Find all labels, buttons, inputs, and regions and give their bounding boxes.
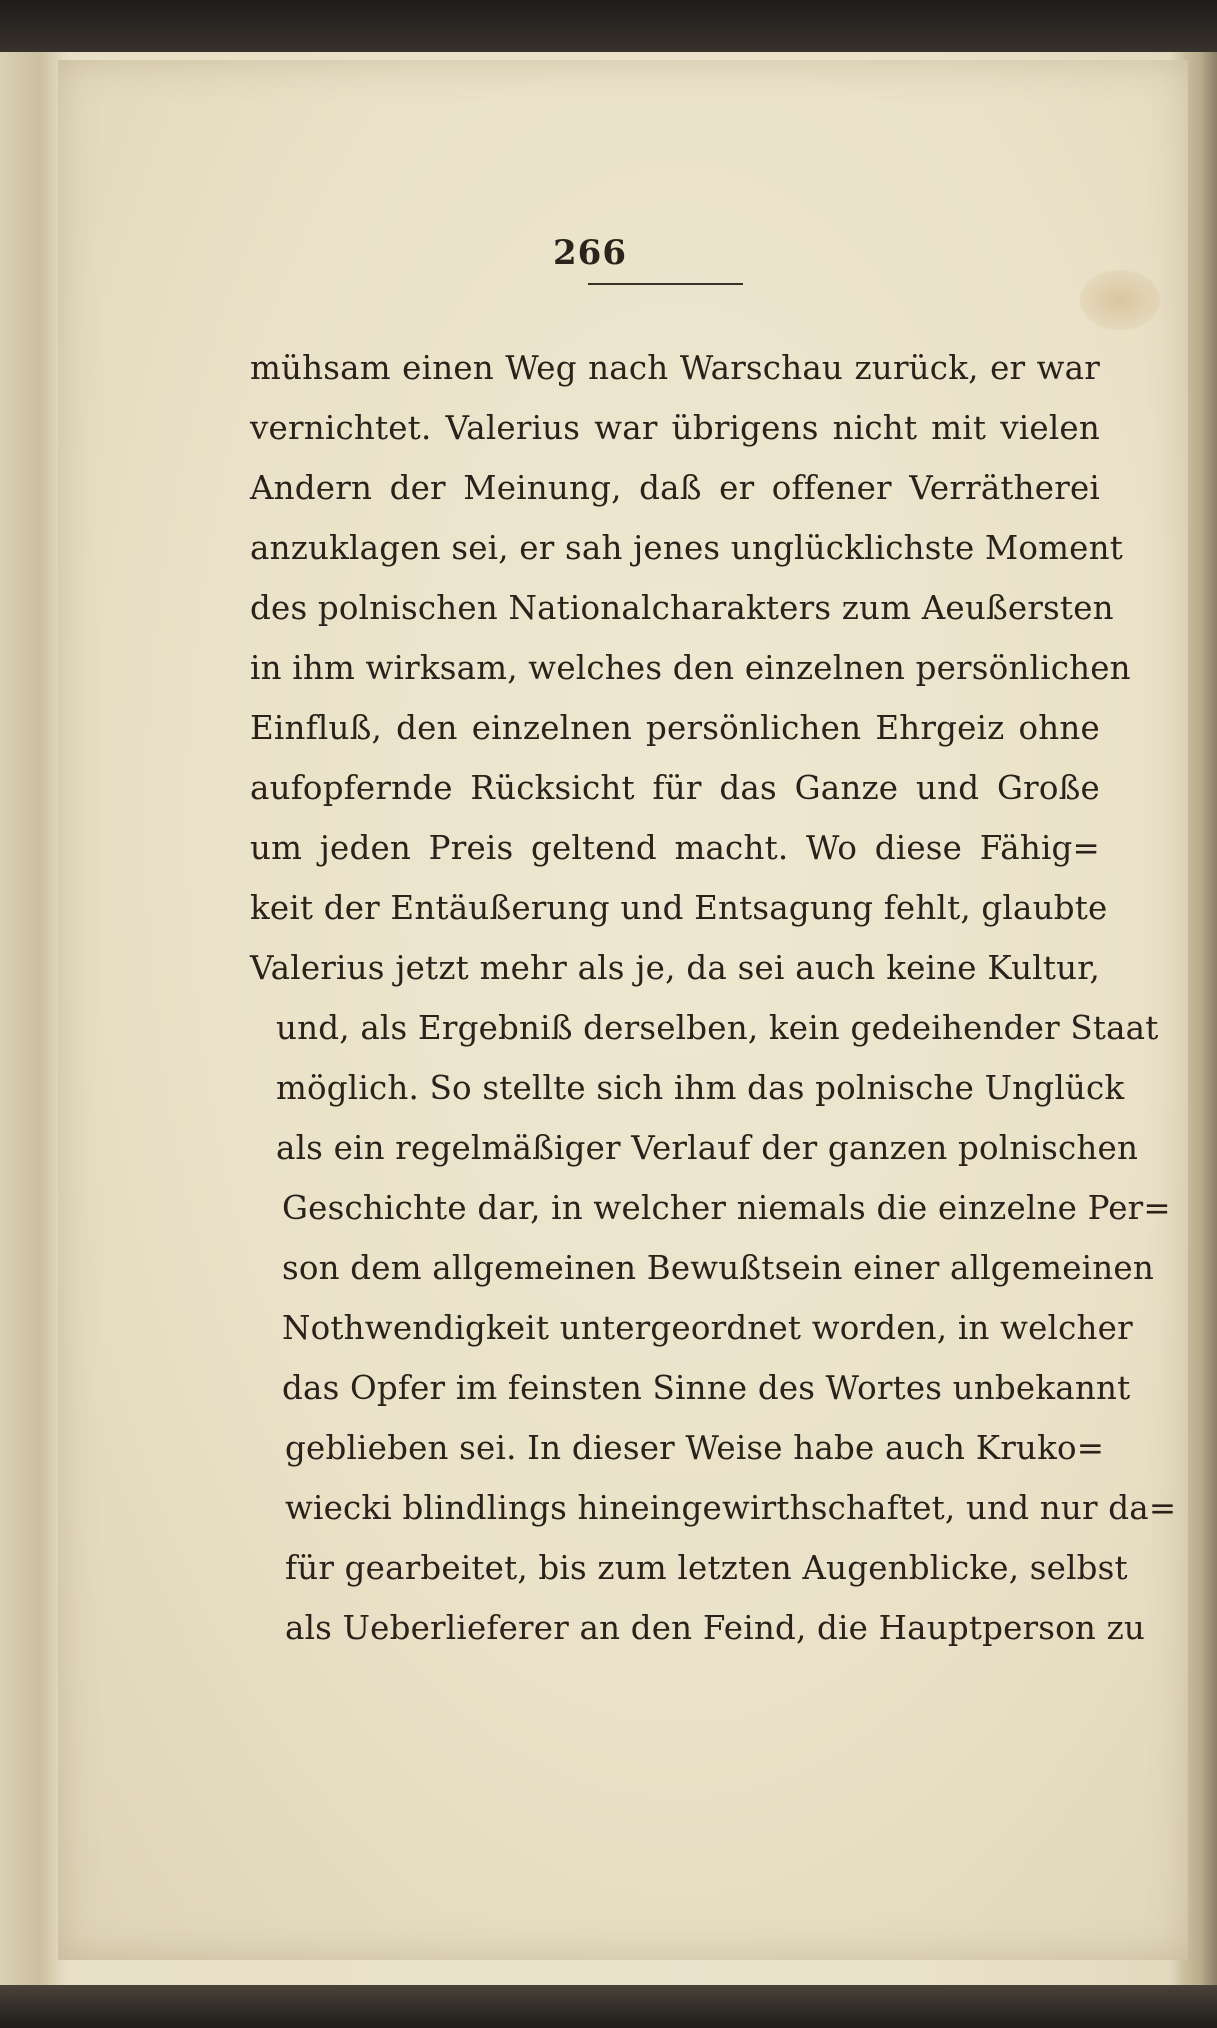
text-line: um jeden Preis geltend macht. Wo diese Fähig=: [250, 829, 1100, 867]
book-edge-top: [0, 0, 1217, 58]
text-line: Geschichte dar, in welcher niemals die einzelne Per=: [282, 1189, 1171, 1227]
text-line: son dem allgemeinen Bewußtsein einer allgemeinen: [282, 1249, 1154, 1287]
text-line: des polnischen Nationalcharakters zum Aeußersten: [250, 589, 1114, 627]
text-line: als Ueberlieferer an den Feind, die Hauptperson zu: [285, 1609, 1146, 1647]
paper-stain: [1080, 270, 1160, 330]
text-line: aufopfernde Rücksicht für das Ganze und Große: [250, 769, 1100, 807]
text-line: geblieben sei. In dieser Weise habe auch Kruko=: [285, 1429, 1105, 1467]
text-line: als ein regelmäßiger Verlauf der ganzen polnischen: [276, 1129, 1139, 1167]
text-line: mühsam einen Weg nach Warschau zurück, er war: [250, 349, 1100, 387]
text-line: Valerius jetzt mehr als je, da sei auch keine Kultur,: [250, 949, 1100, 987]
text-line: keit der Entäußerung und Entsagung fehlt, glaubte: [250, 889, 1108, 927]
text-line: und, als Ergebniß derselben, kein gedeihender Staat: [276, 1009, 1159, 1047]
text-line: in ihm wirksam, welches den einzelnen persönlichen: [250, 649, 1131, 687]
text-line: das Opfer im feinsten Sinne des Wortes unbekannt: [282, 1369, 1131, 1407]
text-line: möglich. So stellte sich ihm das polnische Unglück: [276, 1069, 1125, 1107]
text-line: wiecki blindlings hineingewirthschaftet, und nur da=: [285, 1489, 1177, 1527]
page-number: 266: [553, 233, 627, 273]
text-line: Andern der Meinung, daß er offener Verrätherei: [250, 469, 1100, 507]
text-line: für gearbeitet, bis zum letzten Augenblicke, selbst: [285, 1549, 1128, 1587]
text-line: Einfluß, den einzelnen persönlichen Ehrgeiz ohne: [250, 709, 1100, 747]
header-rule: [588, 283, 743, 285]
text-line: anzuklagen sei, er sah jenes unglücklichste Moment: [250, 529, 1123, 567]
text-line: vernichtet. Valerius war übrigens nicht mit vielen: [250, 409, 1100, 447]
book-edge-bottom: [0, 1985, 1217, 2028]
body-text: [250, 338, 1177, 1658]
text-line: Nothwendigkeit untergeordnet worden, in welcher: [282, 1309, 1133, 1347]
